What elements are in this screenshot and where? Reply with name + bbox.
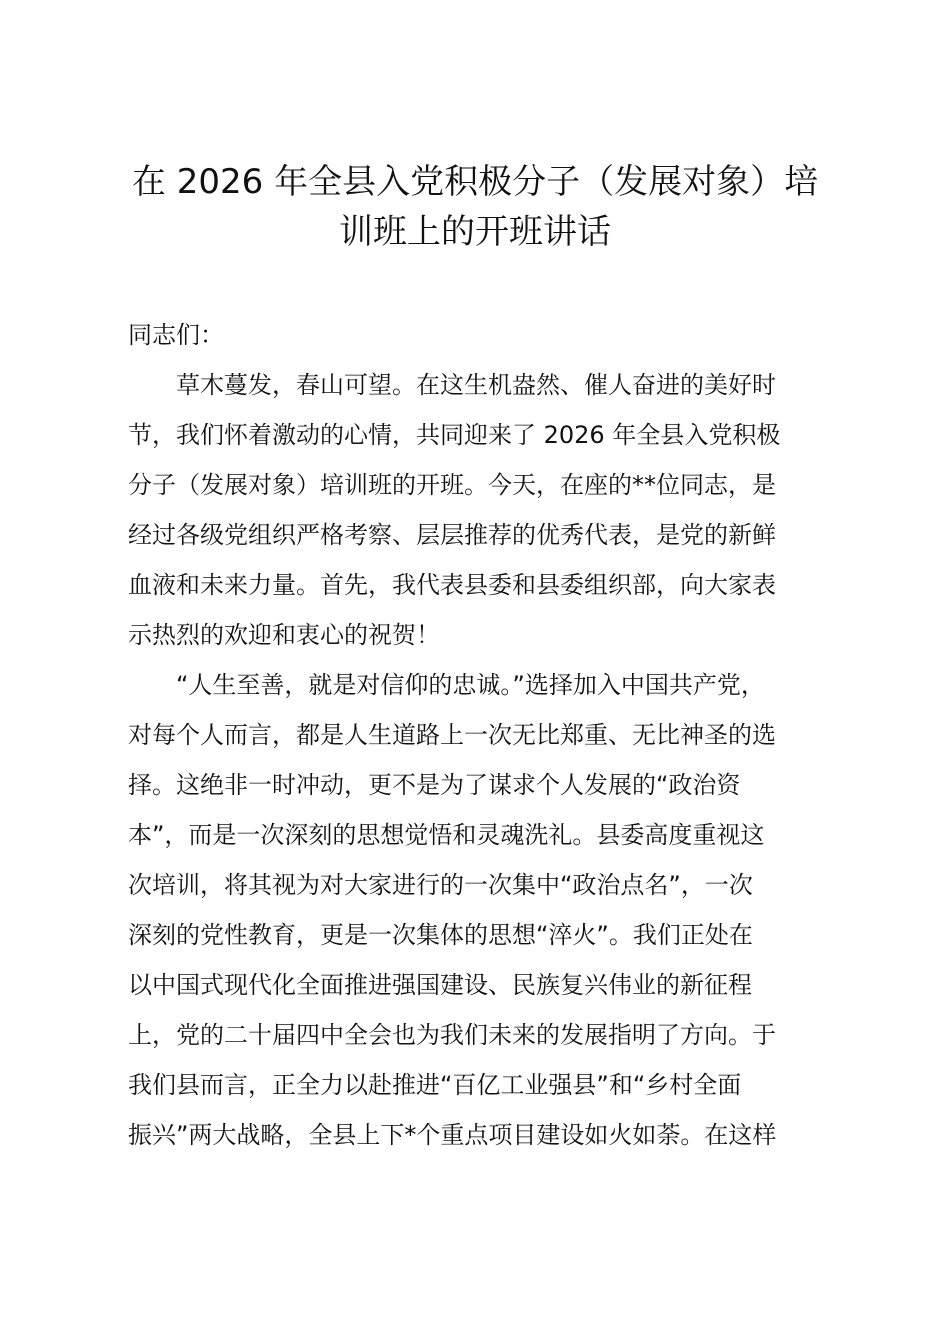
paragraph-line: 草木蔓发，春山可望。在这生机盎然、催人奋进的美好时: [176, 371, 776, 399]
document-title: [110, 157, 840, 257]
paragraph-line: 上，党的二十届四中全会也为我们未来的发展指明了方向。于: [128, 1021, 776, 1049]
paragraph-line: 节，我们怀着激动的心情，共同迎来了 2026 年全县入党积极: [128, 421, 781, 449]
salutation: 同志们：: [128, 321, 224, 349]
paragraph-welcome: [128, 360, 838, 660]
paragraph-line: 次培训，将其视为对大家进行的一次集中“政治点名”，一次: [128, 871, 753, 899]
title-line: 在 2026 年全县入党积极分子（发展对象）培: [131, 162, 819, 202]
paragraph-line: 以中国式现代化全面推进强国建设、民族复兴伟业的新征程: [128, 971, 752, 999]
paragraph-line: 深刻的党性教育，更是一次集体的思想“淬火”。我们正处在: [128, 921, 753, 949]
paragraph-line: 振兴”两大战略，全县上下*个重点项目建设如火如荼。在这样: [128, 1121, 777, 1149]
paragraph-line: 经过各级党组织严格考察、层层推荐的优秀代表，是党的新鲜: [128, 521, 776, 549]
paragraph-line: 血液和未来力量。首先，我代表县委和县委组织部，向大家表: [128, 571, 776, 599]
paragraph-line: 对每个人而言，都是人生道路上一次无比郑重、无比神圣的选: [128, 721, 776, 749]
paragraph-line: 示热烈的欢迎和衷心的祝贺！: [128, 621, 440, 649]
paragraph-line: 择。这绝非一时冲动，更不是为了谋求个人发展的“政治资: [128, 771, 741, 799]
paragraph-faith: [128, 660, 838, 1160]
paragraph-line: “人生至善，就是对信仰的忠诚。”选择加入中国共产党，: [176, 671, 765, 699]
title-line: 训班上的开班讲话: [339, 212, 611, 252]
paragraph-line: 我们县而言，正全力以赴推进“百亿工业强县”和“乡村全面: [128, 1071, 742, 1099]
paragraph-line: 本”，而是一次深刻的思想觉悟和灵魂洗礼。县委高度重视这: [128, 821, 765, 849]
paragraph-line: 分子（发展对象）培训班的开班。今天，在座的**位同志，是: [128, 471, 776, 499]
document-body: [128, 310, 838, 1160]
